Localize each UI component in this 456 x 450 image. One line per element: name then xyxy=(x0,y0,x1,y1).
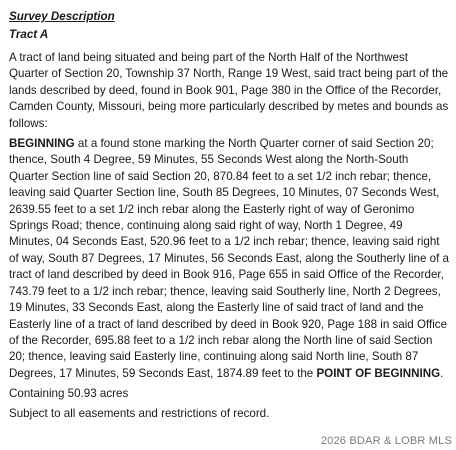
metes-bounds-text: at a found stone marking the North Quarter corner of said Section 20; thence, South 4 Degree, 59 Minutes, 55 Seconds West along the North-South Quarter Section line of said Section 20, 870.84 feet to a set 1/2 inch rebar; thence, leaving said Quarter Section line, South 85 Degrees, 10 Minutes, 07 Seconds West, 2639.55 feet to a set 1/2 inch rebar along the Easterly right of way of Geronimo Springs Road; thence, continuing along said right of way, North 1 Degree, 49 Minutes, 04 Seconds East, 520.96 feet to a 1/2 inch rebar; thence, leaving said right of way, South 87 Degrees, 17 Minutes, 56 Seconds East, along the Southerly line of a tract of land described by deed in Book 916, Page 655 in said Office of the Recorder, 743.79 feet to a 1/2 inch rebar; thence, leaving said Southerly line, North 2 Degrees, 19 Minutes, 33 Seconds East, along the Easterly line of said tract of land and the Easterly line of a tract of land described by deed in Book 920, Page 188 in said Office of the Recorder, 695.88 feet to a 1/2 inch rebar along the North line of said Section 20; thence, leaving said Easterly line, continuing along said North line, South 87 Degrees, 17 Minutes, 59 Seconds East, 1874.89 feet to the xyxy=(9,137,449,380)
document-heading: Survey Description xyxy=(9,10,115,23)
intro-paragraph: A tract of land being situated and being part of the North Half of the Northwest Quarter of Section 20, Township 37 North, Range 19 West, said tract being part of the lands described by deed, found in Book 901, Page 380 in the Office of the Recorder, Camden County, Missouri, being more particularly described by metes and bounds as follows: xyxy=(9,51,449,130)
survey-document xyxy=(9,8,449,426)
metes-bounds-paragraph xyxy=(9,136,449,382)
easements-line: Subject to all easements and restrictions of record. xyxy=(9,406,270,420)
acreage-line: Containing 50.93 acres xyxy=(9,387,129,401)
beginning-keyword: BEGINNING xyxy=(9,137,75,151)
mls-watermark: 2026 BDAR & LOBR MLS xyxy=(320,435,452,447)
tract-subheading: Tract A xyxy=(9,28,49,41)
end-punctuation: . xyxy=(440,366,444,380)
point-of-beginning-keyword: POINT OF BEGINNING xyxy=(316,366,441,380)
